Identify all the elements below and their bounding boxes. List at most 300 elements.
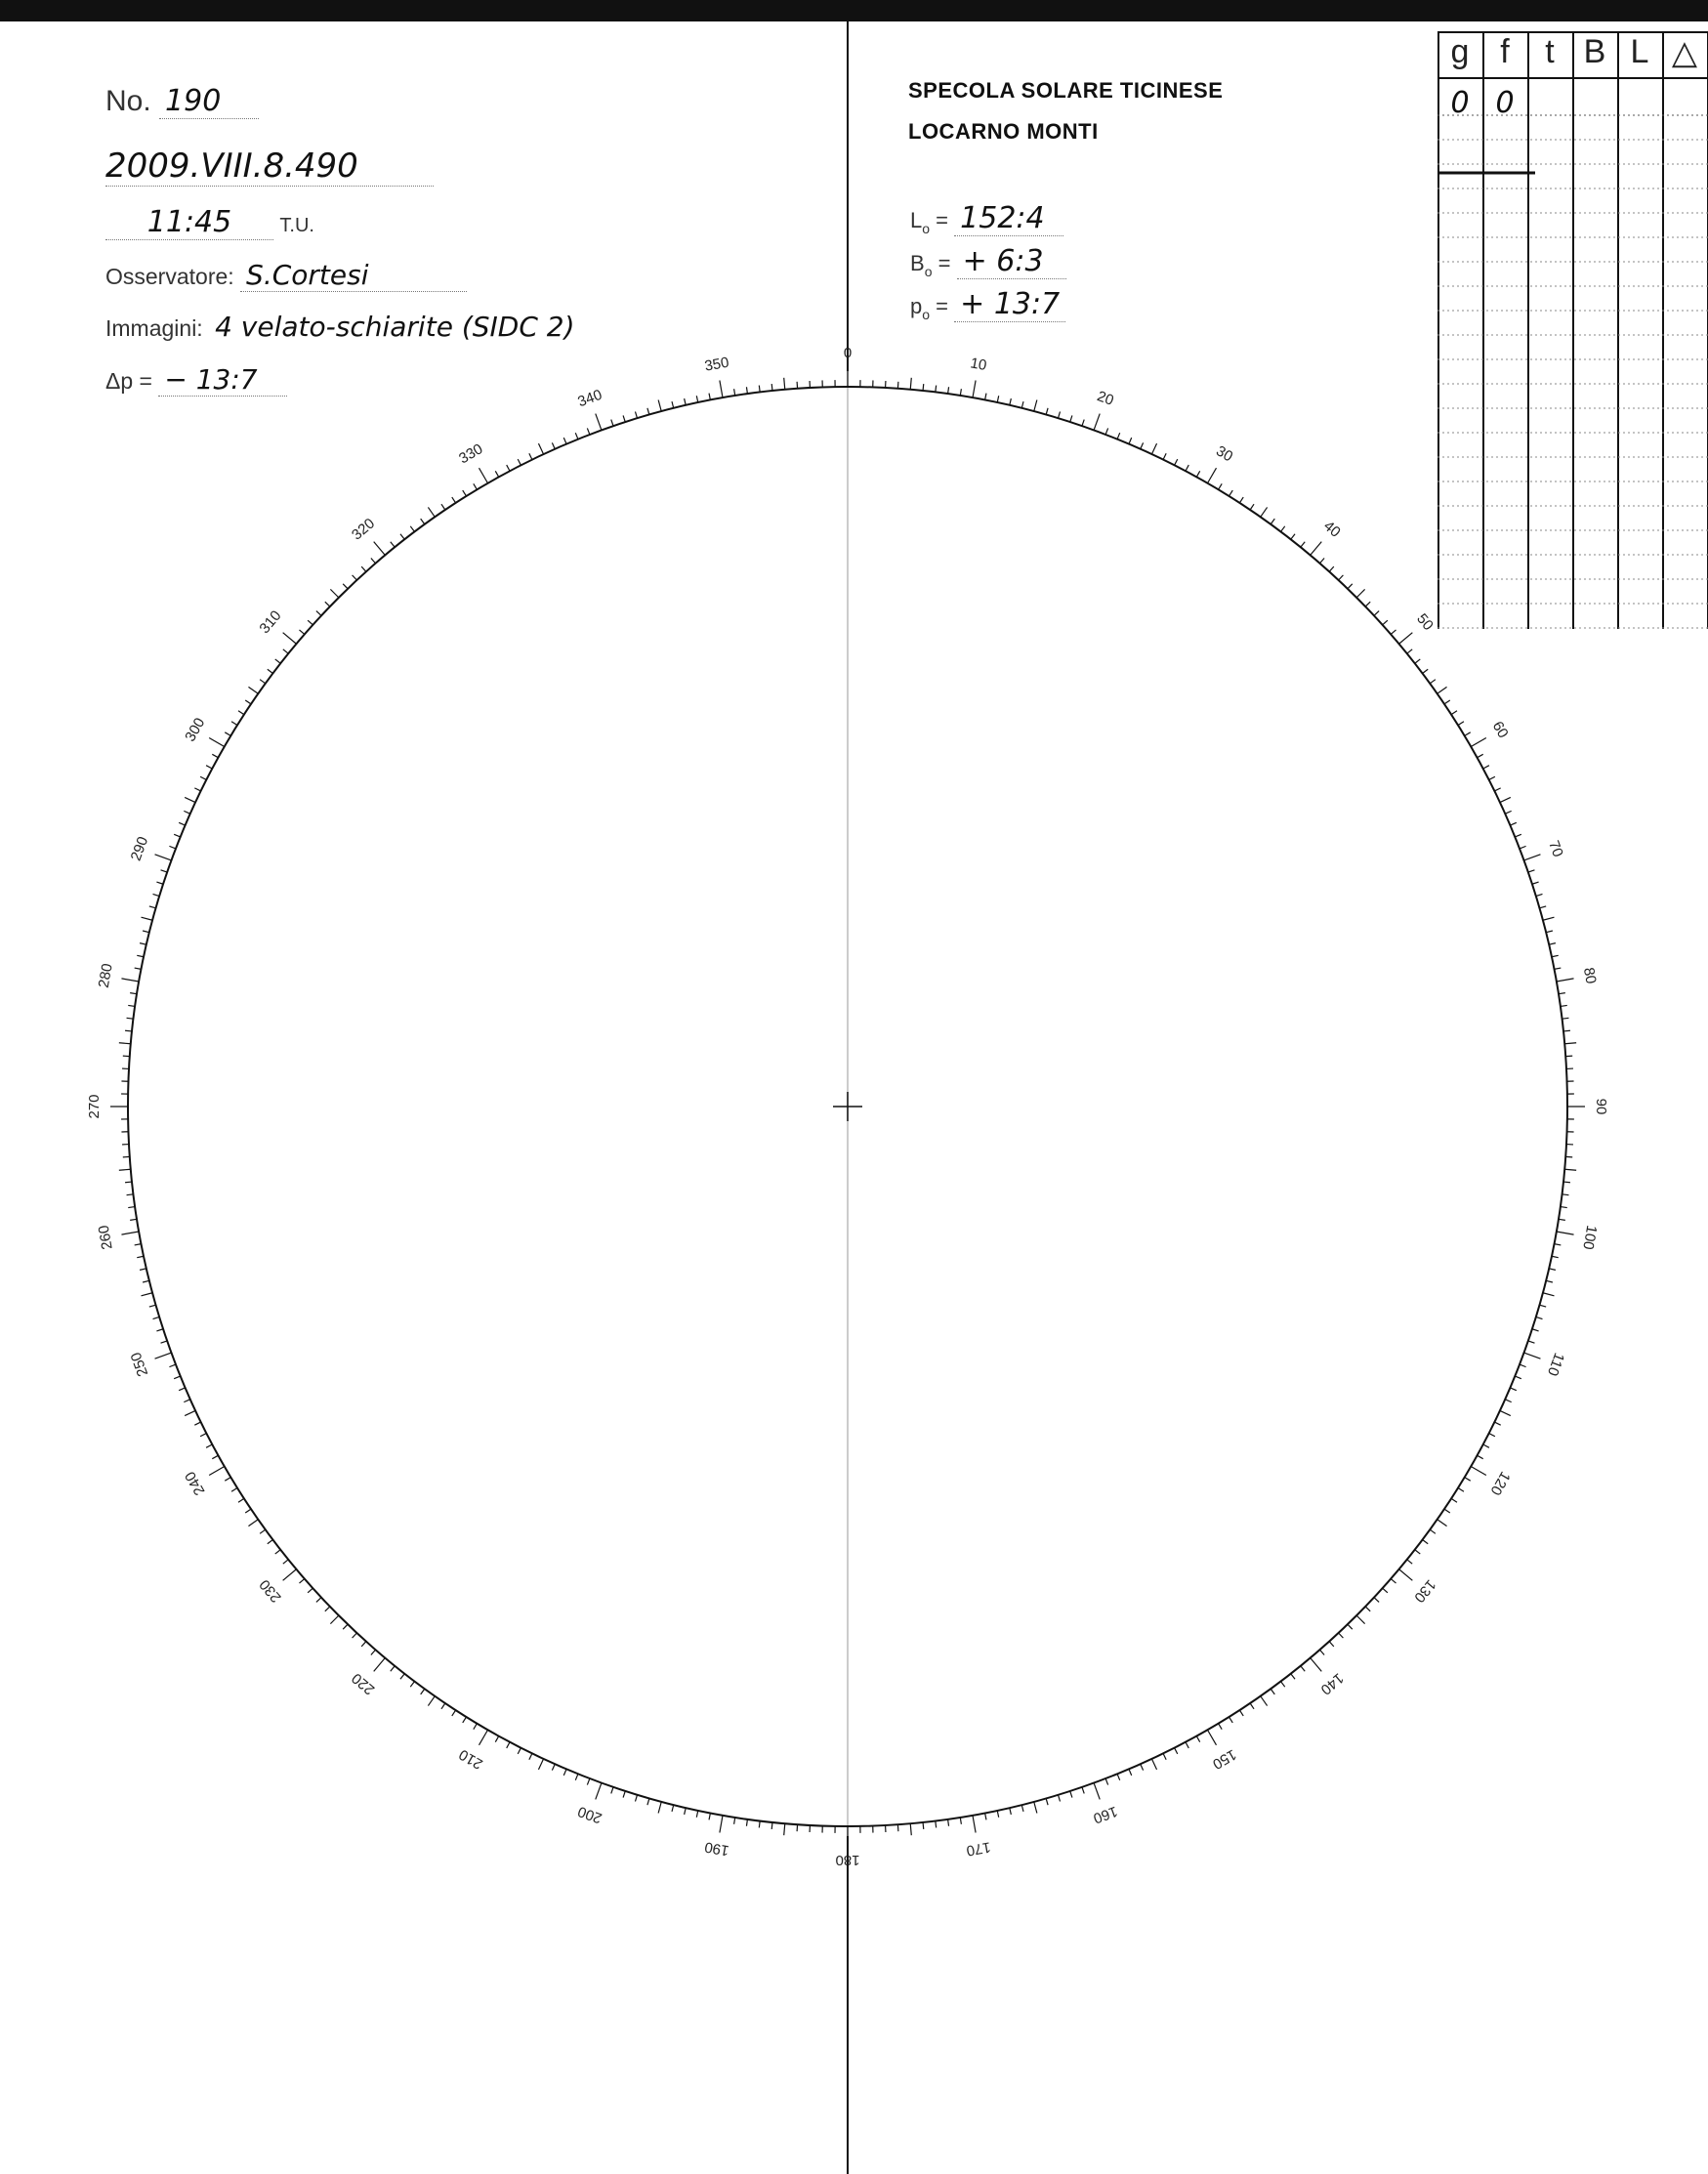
degree-tick	[248, 1520, 258, 1526]
degree-tick	[1478, 754, 1483, 757]
degree-label: 100	[1579, 1224, 1601, 1251]
degree-tick	[635, 412, 637, 419]
degree-tick	[759, 386, 760, 393]
degree-tick	[1510, 1388, 1516, 1391]
degree-tick	[507, 1742, 510, 1748]
degree-tick	[184, 811, 189, 814]
degree-tick	[1196, 471, 1199, 477]
degree-tick	[1365, 602, 1370, 606]
degree-label: 80	[1579, 966, 1600, 985]
degree-tick	[185, 797, 195, 802]
degree-tick	[248, 687, 258, 693]
degree-label: 120	[1486, 1468, 1514, 1498]
degree-tick	[1229, 1717, 1233, 1723]
degree-tick	[1329, 566, 1334, 571]
degree-tick	[923, 1822, 924, 1829]
degree-tick	[1510, 822, 1516, 825]
degree-tick	[771, 384, 772, 391]
degree-tick	[1451, 711, 1457, 715]
degree-tick	[245, 700, 251, 704]
degree-label: 270	[85, 1094, 103, 1119]
degree-tick	[936, 1821, 937, 1828]
date-value[interactable]: 2009.VIII.8.490	[105, 146, 434, 187]
degree-tick	[179, 1388, 185, 1391]
degree-tick	[1010, 398, 1012, 405]
degree-tick	[308, 620, 312, 625]
degree-tick	[1423, 1540, 1429, 1544]
degree-tick	[1141, 442, 1144, 448]
degree-tick	[231, 722, 237, 726]
degree-tick	[1311, 1658, 1322, 1672]
degree-tick	[1301, 542, 1305, 547]
degree-tick	[611, 420, 613, 427]
degree-tick	[596, 1783, 602, 1800]
degree-label: 50	[1413, 610, 1437, 634]
degree-tick	[1094, 414, 1100, 431]
degree-tick	[1058, 412, 1060, 419]
degree-tick	[1437, 1520, 1447, 1526]
degree-tick	[1271, 1689, 1274, 1694]
degree-tick	[1561, 1207, 1567, 1208]
degree-tick	[275, 1550, 281, 1554]
degree-tick	[1329, 1642, 1334, 1647]
degree-tick	[997, 396, 998, 402]
degree-label: 350	[703, 354, 730, 375]
degree-tick	[1311, 542, 1322, 556]
degree-tick	[149, 906, 156, 908]
degree-tick	[1552, 1256, 1559, 1257]
degree-tick	[518, 1748, 521, 1754]
degree-tick	[529, 453, 532, 459]
degree-tick	[119, 1169, 131, 1170]
degree-tick	[960, 389, 961, 396]
degree-tick	[238, 1498, 244, 1502]
observer-value[interactable]: S.Cortesi	[240, 259, 467, 292]
degree-tick	[1301, 1666, 1305, 1671]
degree-tick	[1552, 955, 1559, 956]
observatory-name: SPECOLA SOLARE TICINESE	[908, 78, 1224, 103]
delta-p-label: Δp =	[105, 368, 152, 394]
degree-tick	[1489, 1434, 1495, 1437]
degree-tick	[428, 1696, 435, 1706]
degree-tick	[923, 384, 924, 391]
degree-tick	[421, 1689, 425, 1694]
degree-tick	[1407, 649, 1412, 653]
degree-label: 70	[1545, 838, 1566, 859]
degree-tick	[658, 1802, 661, 1814]
degree-tick	[759, 1821, 760, 1828]
degree-tick	[720, 380, 723, 397]
degree-tick	[353, 575, 357, 580]
images-value[interactable]: 4 velato-schiarite (SIDC 2)	[215, 311, 575, 343]
degree-tick	[1219, 1724, 1223, 1730]
degree-tick	[308, 1588, 312, 1593]
degree-tick	[1208, 468, 1217, 483]
degree-tick	[658, 400, 661, 412]
degree-tick	[1399, 1569, 1413, 1581]
degree-tick	[685, 398, 687, 405]
degree-tick	[143, 1280, 149, 1282]
degree-tick	[1105, 1778, 1108, 1785]
degree-tick	[1546, 931, 1553, 933]
number-label: No.	[105, 85, 151, 117]
degree-tick	[343, 584, 348, 589]
degree-tick	[452, 497, 456, 503]
degree-tick	[209, 738, 225, 747]
degree-tick	[985, 394, 986, 400]
degree-tick	[1129, 1769, 1132, 1775]
degree-tick	[1543, 1293, 1555, 1296]
degree-tick	[1563, 1182, 1570, 1183]
degree-tick	[225, 1478, 230, 1482]
degree-tick	[1034, 400, 1037, 412]
degree-tick	[121, 979, 139, 982]
degree-label: 10	[969, 355, 988, 375]
degree-tick	[1520, 1364, 1526, 1367]
degree-tick	[127, 1194, 134, 1195]
grid-header-g: g	[1450, 33, 1470, 70]
degree-label: 180	[835, 1852, 860, 1869]
param-p0: $p_o$ = + 13:7	[910, 287, 1065, 322]
degree-label: 30	[1213, 442, 1236, 466]
degree-tick	[1082, 420, 1084, 427]
degree-tick	[421, 519, 425, 524]
degree-tick	[720, 1816, 723, 1833]
degree-tick	[119, 1043, 131, 1044]
degree-label: 110	[1543, 1350, 1568, 1379]
degree-tick	[495, 471, 498, 477]
degree-tick	[121, 1232, 139, 1234]
degree-tick	[1105, 428, 1108, 435]
degree-tick	[635, 1795, 637, 1802]
degree-tick	[1564, 1043, 1576, 1044]
degree-tick	[973, 380, 976, 397]
degree-tick	[623, 415, 625, 422]
degree-tick	[1536, 1317, 1543, 1318]
degree-tick	[784, 1823, 785, 1835]
time-value[interactable]: 11:45	[105, 205, 273, 240]
degree-tick	[479, 1730, 488, 1745]
degree-tick	[200, 776, 206, 779]
degree-tick	[169, 1364, 176, 1367]
degree-tick	[1451, 1498, 1457, 1502]
degree-tick	[463, 490, 467, 496]
degree-tick	[283, 633, 297, 645]
degree-label: 300	[182, 715, 209, 745]
degree-tick	[973, 1816, 976, 1833]
degree-tick	[1021, 1805, 1023, 1812]
degree-label: 290	[127, 834, 152, 863]
degree-tick	[1391, 630, 1396, 635]
degree-tick	[283, 649, 288, 653]
degree-tick	[948, 1819, 949, 1826]
degree-tick	[575, 433, 578, 439]
grid-cell-g[interactable]: 0	[1450, 86, 1470, 120]
degree-label: 20	[1095, 388, 1116, 409]
degree-tick	[1374, 611, 1379, 616]
degree-tick	[1539, 906, 1546, 908]
degree-tick	[1483, 1444, 1489, 1447]
degree-tick	[400, 534, 404, 540]
degree-tick	[361, 1642, 366, 1647]
degree-tick	[1250, 504, 1254, 510]
degree-tick	[709, 1813, 710, 1819]
degree-tick	[1494, 1422, 1500, 1425]
degree-tick	[1562, 1018, 1569, 1019]
degree-tick	[685, 1808, 687, 1815]
degree-tick	[1505, 1400, 1511, 1402]
degree-tick	[299, 1579, 304, 1584]
degree-tick	[410, 1682, 414, 1688]
degree-tick	[575, 1774, 578, 1779]
degree-tick	[1058, 1795, 1060, 1802]
degree-tick	[330, 589, 338, 597]
degree-tick	[1021, 401, 1023, 408]
degree-tick	[245, 1509, 251, 1513]
degree-tick	[1046, 408, 1048, 415]
p0-value[interactable]: + 13:7	[954, 287, 1065, 322]
degree-tick	[1563, 1030, 1570, 1031]
degree-tick	[1239, 1710, 1243, 1716]
degree-tick	[1471, 1467, 1486, 1476]
degree-label: 340	[575, 386, 604, 411]
degree-tick	[149, 1305, 156, 1307]
degree-tick	[1437, 687, 1447, 693]
degree-tick	[268, 1540, 273, 1544]
degree-tick	[174, 834, 180, 837]
degree-tick	[260, 680, 266, 684]
degree-tick	[206, 766, 212, 769]
param-L0: $L_o$ = 152:4	[910, 201, 1063, 236]
degree-tick	[371, 1650, 376, 1654]
degree-tick	[672, 401, 674, 408]
degree-tick	[746, 1819, 747, 1826]
degree-tick	[143, 931, 149, 933]
degree-tick	[155, 1353, 172, 1359]
degree-tick	[1515, 1376, 1521, 1379]
degree-label: 90	[1593, 1098, 1610, 1115]
degree-tick	[128, 1207, 135, 1208]
degree-tick	[428, 507, 435, 517]
degree-tick	[1261, 1696, 1268, 1706]
degree-tick	[275, 659, 281, 663]
degree-tick	[1383, 620, 1388, 625]
degree-tick	[153, 1317, 160, 1318]
degree-tick	[1524, 855, 1541, 860]
degree-tick	[299, 630, 304, 635]
degree-label: 200	[575, 1802, 604, 1827]
degree-tick	[410, 526, 414, 532]
degree-tick	[200, 1434, 206, 1437]
degree-tick	[587, 428, 590, 435]
degree-tick	[125, 1182, 132, 1183]
degree-tick	[1383, 1588, 1388, 1593]
degree-tick	[1070, 1791, 1072, 1798]
degree-tick	[1478, 1455, 1483, 1458]
delta-p-value[interactable]: − 13:7	[158, 363, 287, 397]
degree-tick	[1291, 534, 1295, 540]
degree-tick	[1129, 438, 1132, 443]
degree-tick	[1229, 490, 1233, 496]
degree-tick	[135, 1244, 142, 1245]
degree-tick	[474, 483, 478, 489]
number-value[interactable]: 190	[159, 84, 259, 119]
degree-tick	[1391, 1579, 1396, 1584]
degree-label: 160	[1091, 1802, 1120, 1827]
degree-tick	[1528, 870, 1535, 872]
degree-tick	[1539, 1305, 1546, 1307]
degree-tick	[260, 1529, 266, 1533]
time-unit: T.U.	[279, 215, 314, 236]
degree-tick	[1458, 722, 1464, 726]
degree-tick	[696, 1811, 697, 1818]
grid-cell-f[interactable]: 0	[1495, 86, 1515, 120]
degree-tick	[1559, 1219, 1565, 1220]
degree-tick	[1356, 589, 1364, 597]
degree-tick	[985, 1813, 986, 1819]
degree-tick	[1320, 558, 1325, 563]
degree-tick	[1151, 443, 1156, 454]
degree-tick	[1557, 979, 1574, 982]
degree-tick	[1515, 834, 1521, 837]
degree-tick	[316, 1598, 321, 1603]
grid-header-f: f	[1500, 33, 1510, 70]
degree-tick	[1471, 738, 1486, 747]
degree-label: 130	[1410, 1575, 1439, 1606]
degree-label: 230	[256, 1575, 285, 1606]
L0-value[interactable]: 152:4	[954, 201, 1063, 236]
degree-tick	[1458, 1488, 1464, 1492]
degree-tick	[169, 846, 176, 849]
degree-tick	[696, 396, 697, 402]
degree-tick	[140, 1269, 146, 1271]
degree-tick	[142, 917, 153, 920]
degree-tick	[623, 1791, 625, 1798]
degree-tick	[474, 1724, 478, 1730]
degree-tick	[1554, 968, 1561, 969]
degree-tick	[161, 870, 168, 872]
data-grid	[1437, 31, 1708, 632]
degree-tick	[238, 711, 244, 715]
degree-tick	[1546, 1280, 1553, 1282]
degree-tick	[1175, 1748, 1178, 1754]
degree-tick	[135, 968, 142, 969]
degree-tick	[325, 602, 330, 606]
degree-tick	[1444, 1509, 1450, 1513]
degree-tick	[507, 465, 510, 471]
degree-tick	[1186, 1742, 1188, 1748]
degree-tick	[587, 1778, 590, 1785]
degree-tick	[1141, 1764, 1144, 1770]
B0-value[interactable]: + 6:3	[957, 244, 1066, 279]
degree-tick	[1151, 1759, 1156, 1770]
degree-label: 210	[456, 1745, 486, 1773]
degree-tick	[206, 1444, 212, 1447]
degree-tick	[1281, 526, 1285, 532]
degree-tick	[1430, 680, 1436, 684]
degree-label: 170	[965, 1838, 992, 1860]
degree-tick	[948, 387, 949, 394]
degree-tick	[441, 504, 445, 510]
degree-tick	[1094, 1783, 1100, 1800]
degree-tick	[1281, 1682, 1285, 1688]
degree-tick	[343, 1624, 348, 1629]
degree-tick	[128, 1005, 135, 1006]
degree-label: 220	[349, 1669, 379, 1698]
degree-tick	[1196, 1736, 1199, 1742]
degree-tick	[1046, 1798, 1048, 1805]
degree-tick	[400, 1674, 404, 1680]
degree-tick	[529, 1753, 532, 1759]
degree-tick	[538, 1759, 543, 1770]
degree-tick	[137, 955, 144, 956]
degree-tick	[1186, 465, 1188, 471]
degree-tick	[611, 1787, 613, 1794]
degree-label: 60	[1488, 718, 1512, 741]
degree-label: 140	[1316, 1669, 1347, 1698]
degree-tick	[1356, 1615, 1364, 1623]
degree-tick	[734, 389, 735, 396]
degree-tick	[997, 1811, 998, 1818]
degree-tick	[1399, 633, 1413, 645]
degree-tick	[1034, 1802, 1037, 1814]
degree-tick	[1348, 1624, 1353, 1629]
degree-tick	[1117, 433, 1120, 439]
degree-tick	[1415, 659, 1421, 663]
degree-tick	[1082, 1787, 1084, 1794]
degree-tick	[1483, 766, 1489, 769]
degree-tick	[1175, 459, 1178, 465]
degree-label: 190	[703, 1838, 730, 1860]
degree-tick	[1374, 1598, 1379, 1603]
degree-tick	[391, 542, 395, 547]
degree-tick	[1524, 1353, 1541, 1359]
degree-label: 40	[1320, 518, 1344, 541]
degree-tick	[125, 1030, 132, 1031]
degree-tick	[1549, 1269, 1556, 1271]
degree-tick	[771, 1822, 772, 1829]
degree-tick	[194, 1422, 200, 1425]
degree-tick	[330, 1615, 338, 1623]
observer-label: Osservatore:	[105, 264, 234, 289]
degree-tick	[1070, 415, 1072, 422]
degree-tick	[1562, 1194, 1569, 1195]
degree-tick	[361, 566, 366, 571]
degree-tick	[463, 1717, 467, 1723]
degree-tick	[1465, 1478, 1471, 1482]
degree-tick	[518, 459, 521, 465]
degree-tick	[161, 1341, 168, 1343]
degree-tick	[936, 386, 937, 393]
degree-tick	[156, 1329, 163, 1331]
degree-tick	[225, 732, 230, 736]
degree-tick	[1291, 1674, 1295, 1680]
degree-tick	[1339, 1633, 1344, 1638]
degree-tick	[140, 943, 146, 945]
degree-tick	[709, 394, 710, 400]
degree-tick	[231, 1488, 237, 1492]
degree-tick	[1348, 584, 1353, 589]
degree-tick	[1532, 1329, 1539, 1331]
degree-tick	[153, 894, 160, 896]
degree-label: 320	[349, 515, 379, 544]
degree-tick	[1561, 1005, 1567, 1006]
degree-tick	[1536, 894, 1543, 896]
degree-tick	[1407, 1560, 1412, 1564]
grid-header-L: L	[1630, 33, 1649, 70]
degree-tick	[1365, 1607, 1370, 1611]
degree-tick	[563, 1769, 566, 1775]
